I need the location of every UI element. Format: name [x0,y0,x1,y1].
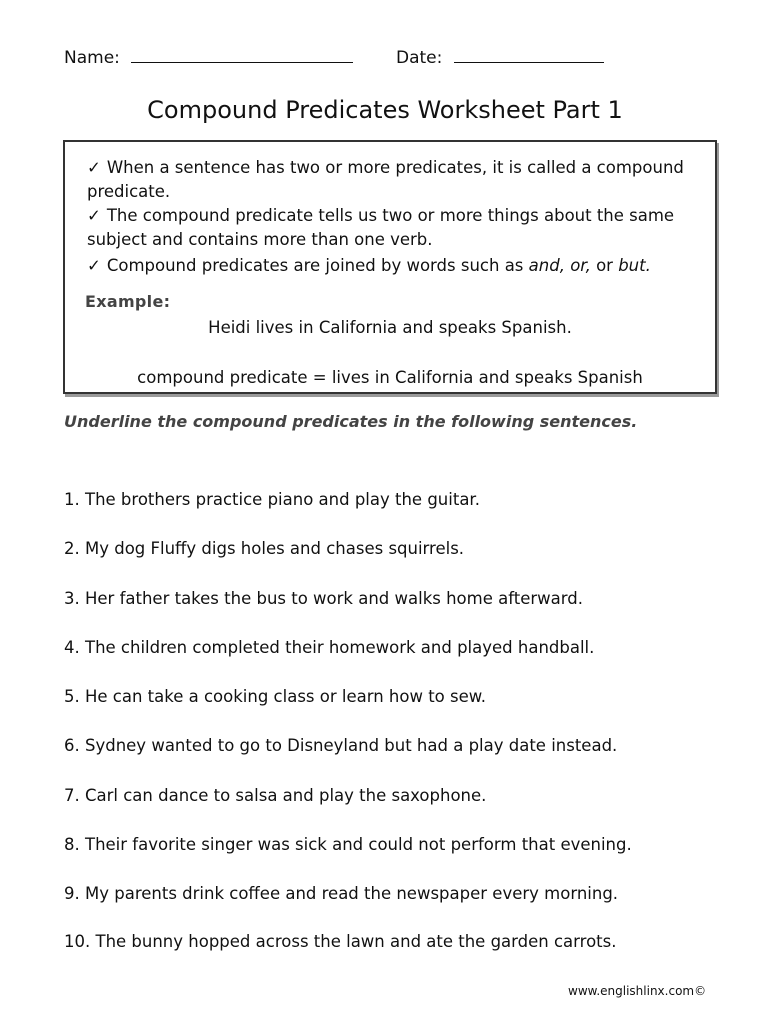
sentence-4: 4. The children completed their homework and played handball. [64,638,595,657]
sentence-1: 1. The brothers practice piano and play the guitar. [64,490,480,509]
word-and: and, [528,256,565,275]
sentence-8: 8. Their favorite singer was sick and could not perform that evening. [64,835,632,854]
word-but: but. [618,256,651,275]
example-answer: compound predicate = lives in California and speaks Spanish [137,368,643,387]
name-blank[interactable] [131,46,353,63]
example-sentence: Heidi lives in California and speaks Spanish. [208,318,572,337]
info-bullet-text: Compound predicates are joined by words such as [106,256,524,275]
sentence-2: 2. My dog Fluffy digs holes and chases squirrels. [64,539,465,558]
info-bullet-3 [87,254,707,278]
sentence-5: 5. He can take a cooking class or learn how to sew. [64,687,486,706]
sentence-9: 9. My parents drink coffee and read the newspaper every morning. [64,884,619,903]
sentence-3: 3. Her father takes the bus to work and walks home afterward. [64,589,583,608]
name-row [64,46,353,68]
instructions: Underline the compound predicates in the following sentences. [64,412,638,431]
word-joiner: or [596,256,613,275]
date-label: Date: [396,48,443,68]
word-or: or, [570,256,591,275]
info-box [63,140,717,394]
worksheet-title: Compound Predicates Worksheet Part 1 [147,96,623,124]
info-bullet-1 [87,156,707,204]
check-icon: ✓ [87,256,101,275]
info-bullet-text: When a sentence has two or more predicates, it is called a compound predicate. [87,158,684,201]
name-label: Name: [64,48,120,68]
info-bullet-2 [87,204,707,252]
check-icon: ✓ [87,158,101,177]
sentence-6: 6. Sydney wanted to go to Disneyland but had a play date instead. [64,736,618,755]
check-icon: ✓ [87,206,101,225]
date-blank[interactable] [454,46,604,63]
sentence-7: 7. Carl can dance to salsa and play the saxophone. [64,786,487,805]
sentence-10: 10. The bunny hopped across the lawn and ate the garden carrots. [64,932,617,951]
info-bullet-text: The compound predicate tells us two or more things about the same subject and contains more than one verb. [87,206,675,249]
footer-credit: www.englishlinx.com© [568,984,707,998]
date-row [396,46,604,68]
example-label: Example: [85,292,171,311]
